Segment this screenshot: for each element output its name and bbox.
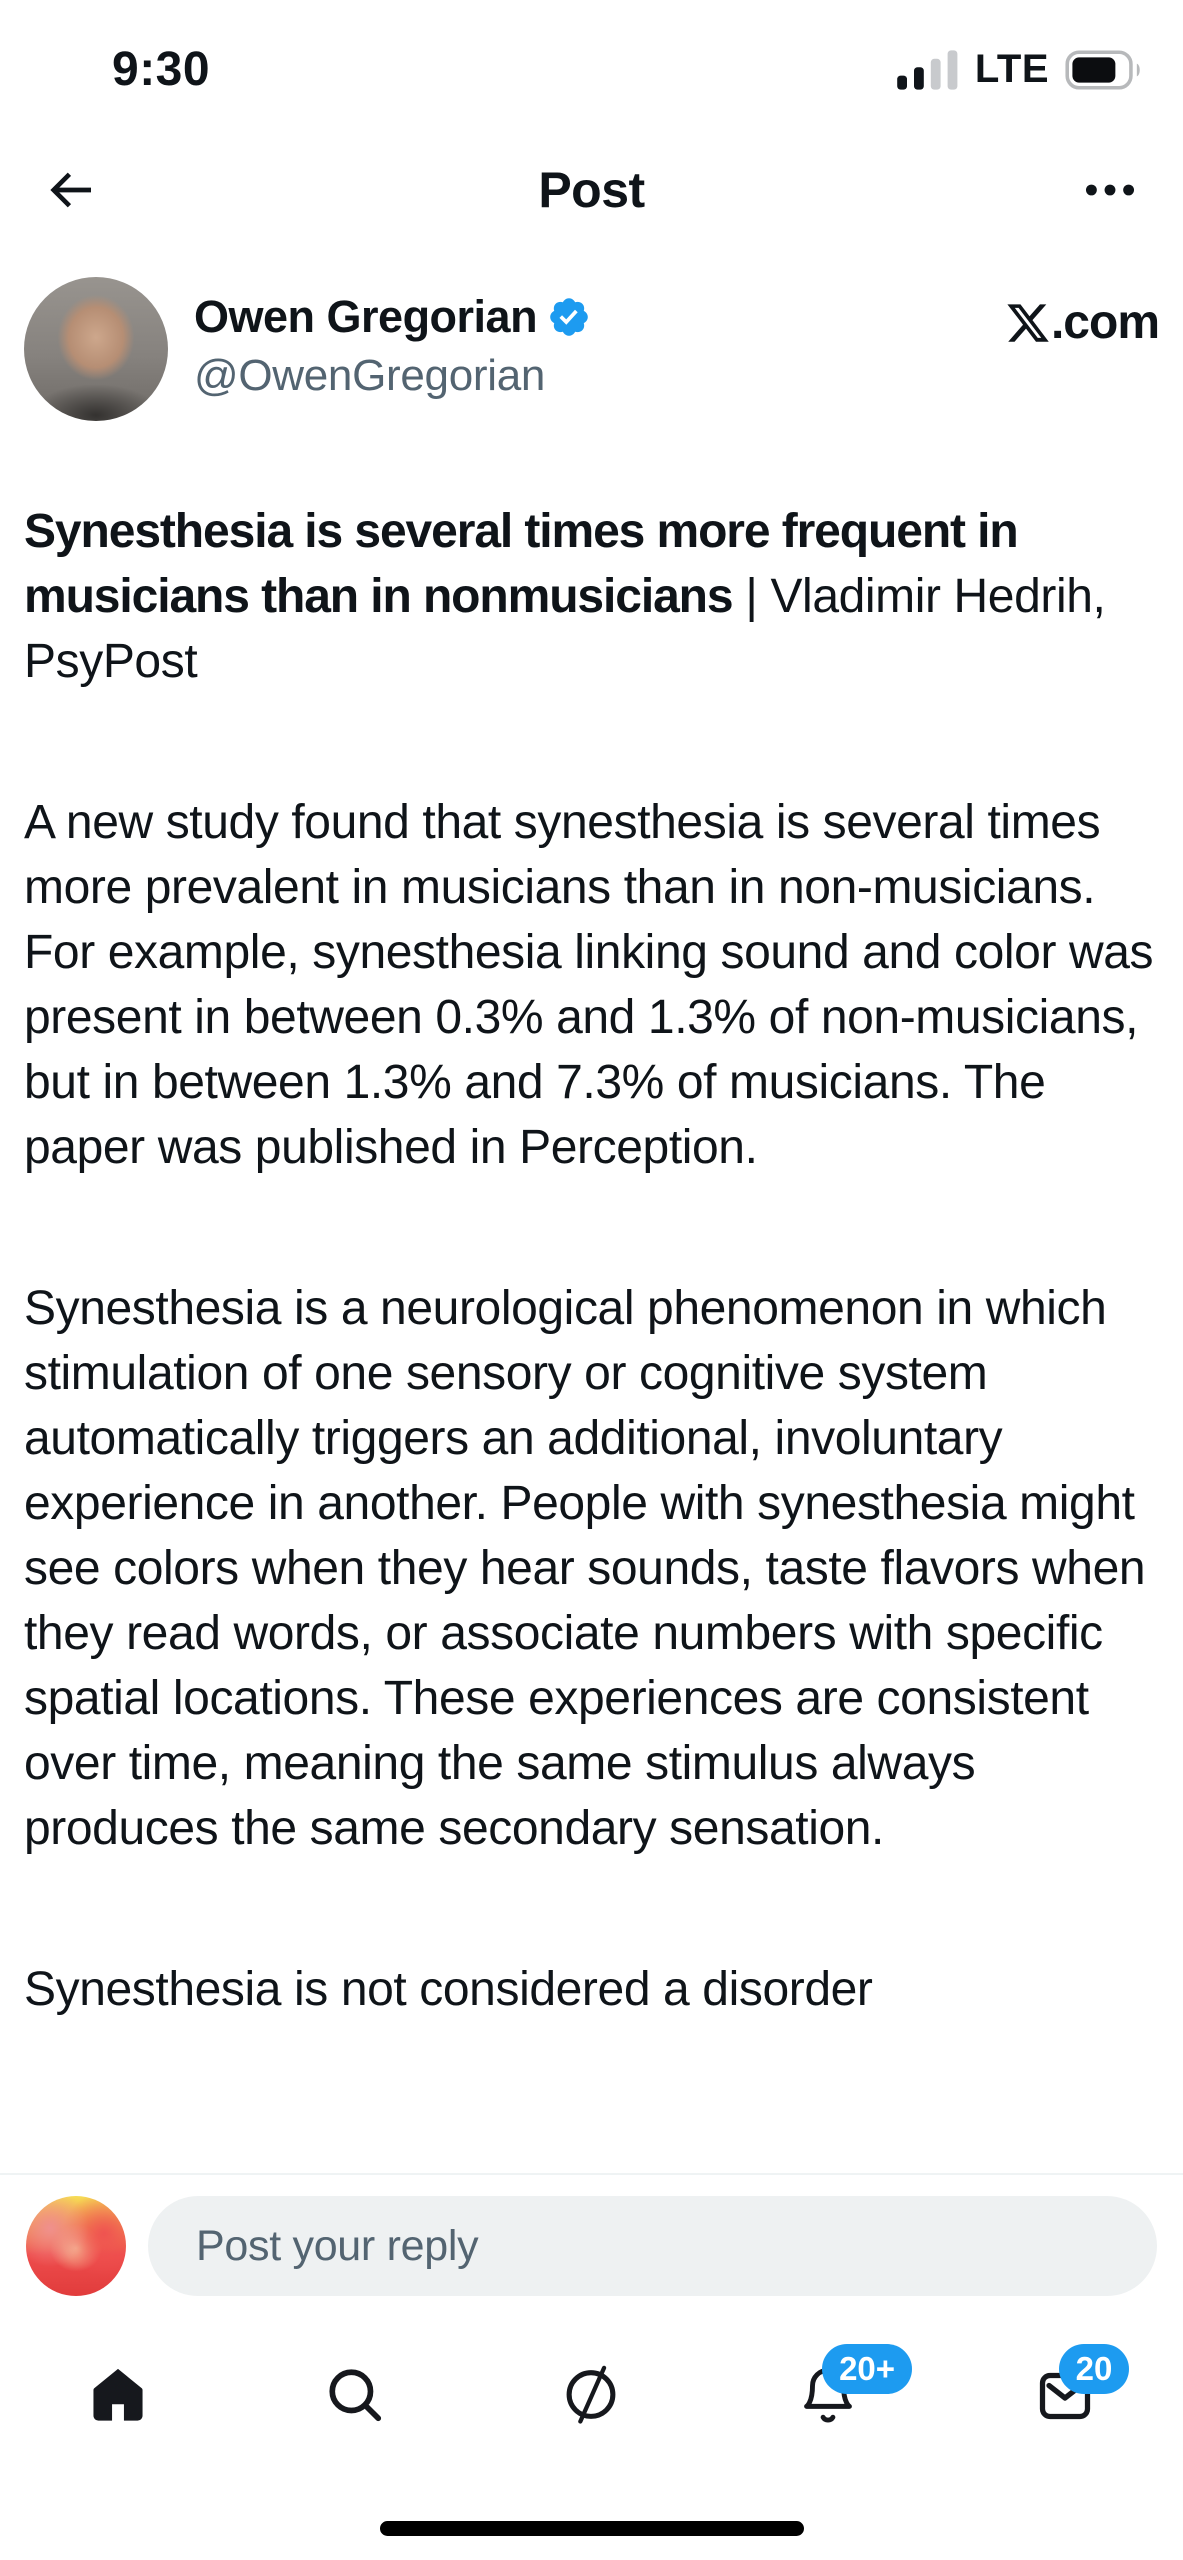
author-info[interactable] bbox=[194, 277, 591, 401]
author-name-row bbox=[194, 291, 591, 343]
page-title: Post bbox=[538, 162, 645, 218]
x-com-watermark bbox=[1005, 277, 1159, 350]
search-icon bbox=[324, 2364, 386, 2426]
more-options-button[interactable] bbox=[1079, 159, 1141, 221]
reply-bar bbox=[0, 2196, 1183, 2296]
network-label: LTE bbox=[974, 47, 1049, 91]
nav-notifications[interactable] bbox=[710, 2340, 947, 2426]
nav-grok[interactable] bbox=[473, 2340, 710, 2426]
watermark-domain: .com bbox=[1050, 296, 1159, 349]
bottom-nav bbox=[0, 2340, 1183, 2426]
status-bar bbox=[0, 0, 1183, 97]
post-headline bbox=[24, 499, 1159, 694]
post-header bbox=[0, 277, 1183, 421]
home-icon bbox=[87, 2364, 149, 2426]
home-indicator[interactable] bbox=[380, 2521, 804, 2536]
header bbox=[0, 147, 1183, 233]
status-time: 9:30 bbox=[112, 43, 211, 96]
verified-badge-icon bbox=[547, 295, 591, 339]
notifications-badge: 20+ bbox=[822, 2344, 912, 2394]
grok-icon bbox=[559, 2362, 623, 2426]
headline-bold: Synesthesia is several times more frequent in musicians than in nonmusicians bbox=[24, 505, 1018, 623]
back-arrow-icon bbox=[42, 162, 98, 218]
post-body bbox=[0, 499, 1183, 2022]
reply-divider bbox=[0, 2173, 1183, 2175]
status-indicators bbox=[897, 47, 1145, 92]
cellular-signal-icon bbox=[897, 49, 959, 91]
nav-search[interactable] bbox=[237, 2340, 474, 2426]
battery-icon bbox=[1065, 50, 1145, 90]
nav-messages[interactable] bbox=[946, 2340, 1183, 2426]
headline-rest: | Vladimir Hedrih, PsyPost bbox=[24, 570, 1106, 688]
back-button[interactable] bbox=[42, 162, 98, 218]
reply-pill[interactable] bbox=[148, 2196, 1157, 2296]
messages-badge: 20 bbox=[1059, 2344, 1130, 2394]
author-avatar[interactable] bbox=[24, 277, 168, 421]
x-logo-icon bbox=[1005, 300, 1051, 346]
author-handle: @OwenGregorian bbox=[194, 351, 546, 400]
nav-home[interactable] bbox=[0, 2340, 237, 2426]
post-paragraph: A new study found that synesthesia is several times more prevalent in musicians than in non-musicians. For example, synesthesia linking sound and color was present in between 0.3% and 1.3% of non-musicians, but in between 1.3% and 7.3% of musicians. The paper was published in Perception. bbox=[24, 796, 1154, 1174]
reply-input[interactable] bbox=[194, 2221, 1111, 2272]
post-paragraph: Synesthesia is a neurological phenomenon in which stimulation of one sensory or cognitive system automatically triggers an additional, involuntary experience in another. People with synesthesia might see colors when they hear sounds, taste flavors when they read words, or associate numbers with specific spatial locations. These experiences are consistent over time, meaning the same stimulus always produces the same secondary sensation. bbox=[24, 1282, 1146, 1855]
author-name: Owen Gregorian bbox=[194, 291, 538, 342]
ellipsis-icon bbox=[1079, 159, 1141, 221]
post-paragraph: Synesthesia is not considered a disorder bbox=[24, 1963, 873, 2016]
my-avatar bbox=[26, 2196, 126, 2296]
